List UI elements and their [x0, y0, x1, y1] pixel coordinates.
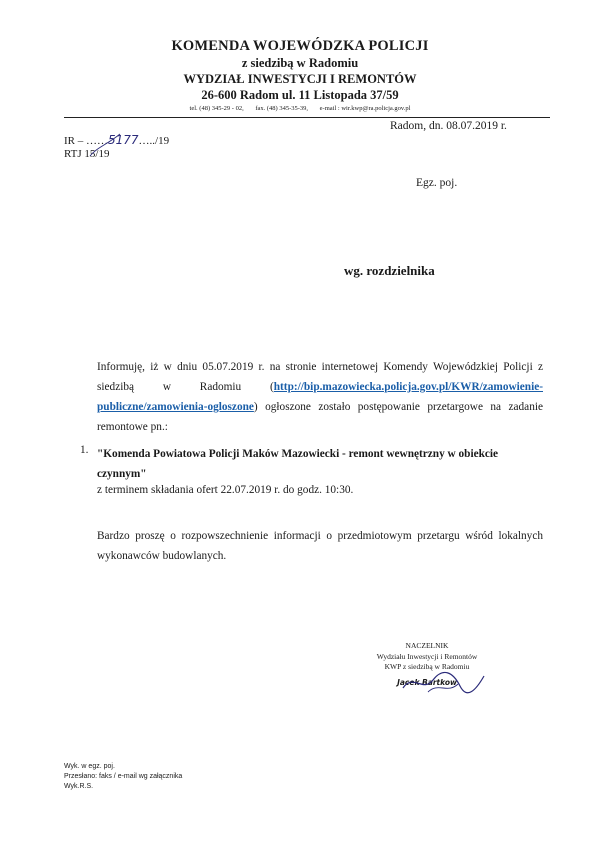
signature-department: Wydziału Inwestycji i Remontów: [376, 652, 478, 661]
signature-name: Jacek Bartkow: [397, 678, 457, 687]
footer-sent-via: Przesłano: faks / e-mail wg załącznika: [64, 773, 183, 780]
header-email: e-mail : wir.kwp@ra.policja.gov.pl: [319, 105, 411, 112]
list-item-deadline: z terminem składania ofert 22.07.2019 r. do godz. 10:30.: [97, 484, 354, 496]
list-item-number: 1.: [80, 444, 89, 456]
reference-prefix: IR – ……: [64, 135, 108, 147]
footer-author: Wyk.R.S.: [64, 783, 94, 790]
reference-handwriting-stroke-icon: [86, 130, 126, 160]
signature-scribble-icon: [398, 668, 488, 696]
reference-handwritten-number: 5177: [108, 133, 139, 147]
footer-copies: Wyk. w egz. poj.: [64, 763, 115, 770]
reference-rtj: RTJ 15/19: [64, 148, 110, 160]
list-item-title: "Komenda Powiatowa Policji Maków Mazowiecki - remont wewnętrzny w obiekcie czynnym": [97, 448, 499, 480]
header-organization: KOMENDA WOJEWÓDZKA POLICJI: [171, 38, 429, 54]
paragraph-announcement: [97, 357, 543, 437]
header-fax: fax. (48) 345-35-39,: [255, 105, 309, 112]
paragraph-announcement-intro: Informuję, iż w dniu 05.07.2019 r. na stronie internetowej Komendy Wojewódzkiej Policji z siedzibą w Radomiu (: [97, 361, 543, 393]
paragraph-request: Bardzo proszę o rozpowszechnienie informacji o przedmiotowym przetargu wśród lokalnych wykonawców budowlanych.: [97, 530, 543, 562]
header-tel: tel. (48) 345-29 - 02,: [189, 105, 244, 112]
header-department: WYDZIAŁ INWESTYCJI I REMONTÓW: [183, 72, 417, 86]
paragraph-announcement-outro: ) ogłoszone zostało postępowanie przetargowe na zadanie remontowe pn.:: [97, 401, 543, 433]
bip-link[interactable]: http://bip.mazowiecka.policja.gov.pl/KWR/zamowienie-publiczne/zamowienia-ogloszone: [97, 381, 543, 413]
header-seat: z siedzibą w Radomiu: [241, 56, 359, 70]
recipient: wg. rozdzielnika: [344, 263, 435, 278]
header-contact: [0, 105, 600, 112]
copies-note: Egz. poj.: [416, 177, 458, 189]
header-divider: [64, 117, 550, 118]
signature-title: NACZELNIK: [405, 641, 449, 650]
reference-suffix: …../19: [138, 135, 170, 147]
header-address: 26-600 Radom ul. 11 Listopada 37/59: [201, 88, 399, 102]
place-date: Radom, dn. 08.07.2019 r.: [390, 120, 507, 132]
signature-office: KWP z siedzibą w Radomiu: [384, 662, 470, 671]
